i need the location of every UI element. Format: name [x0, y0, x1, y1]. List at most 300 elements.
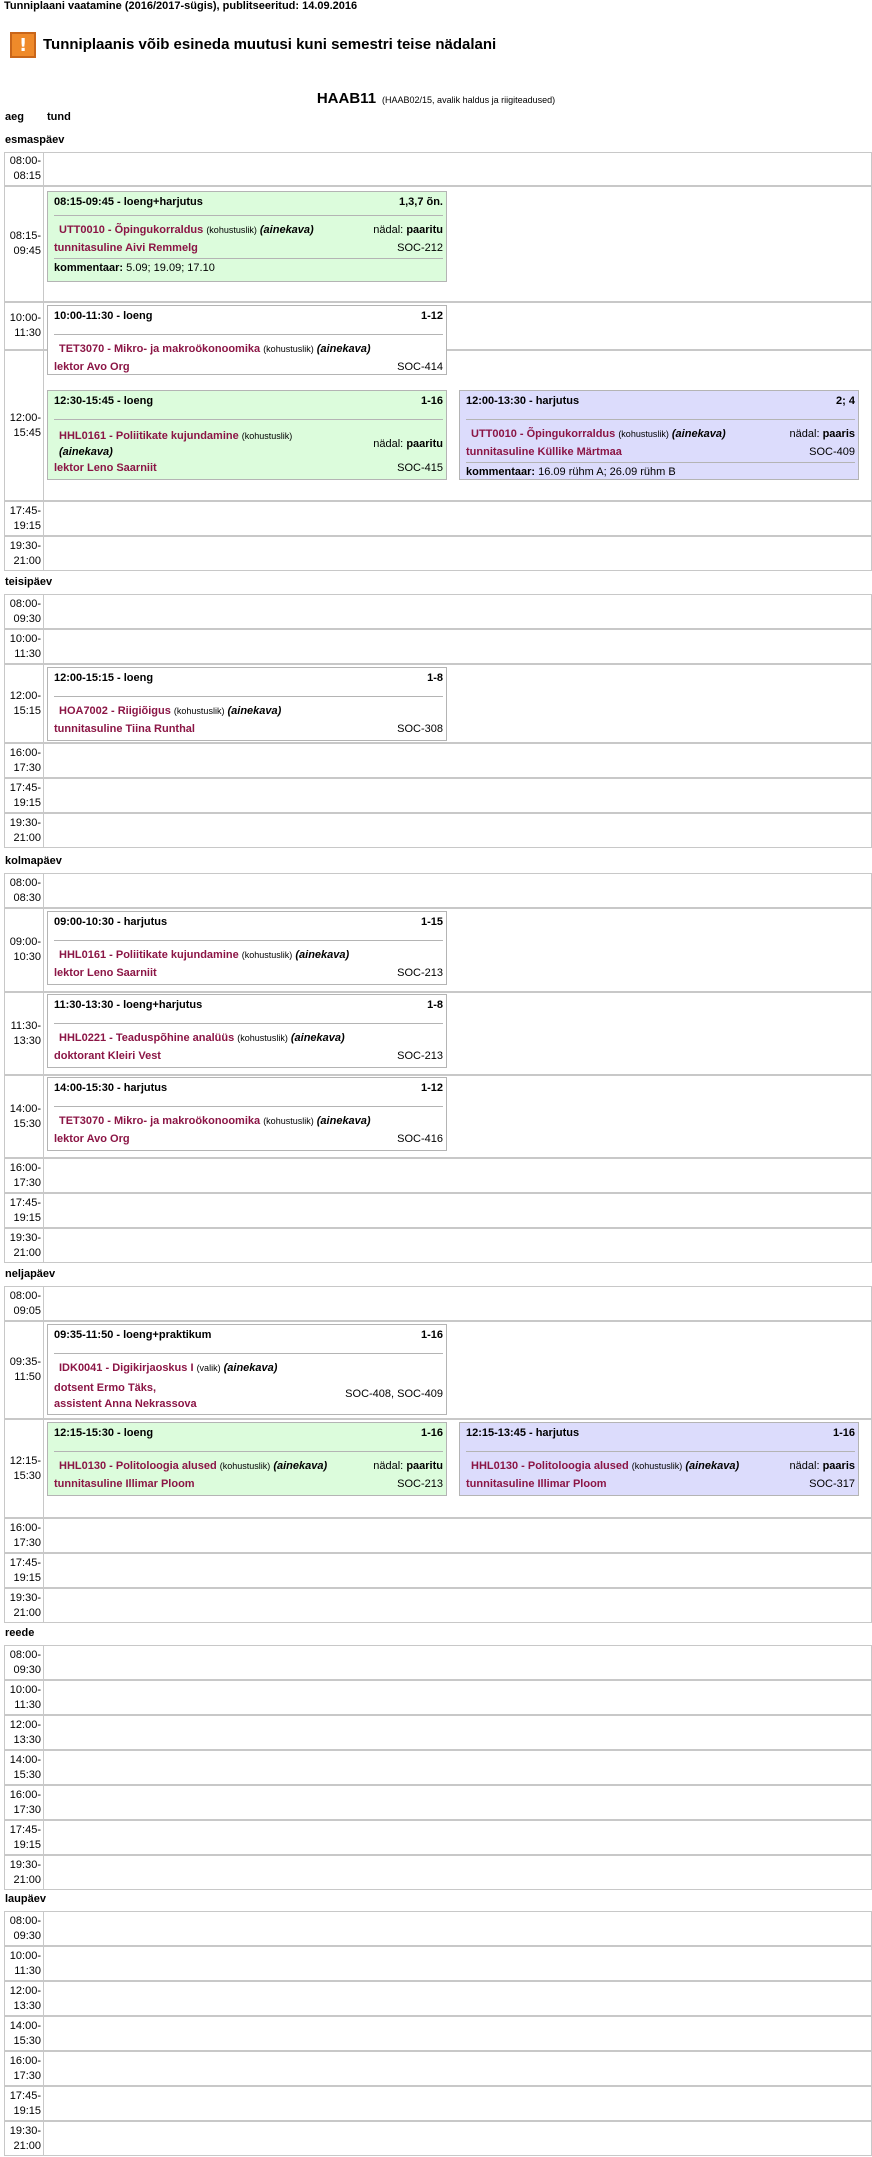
time-slot-row	[4, 2086, 872, 2121]
lesson-weeks: 1-8	[427, 999, 443, 1011]
course-link[interactable]: UTT0010 - Õpingukorraldus	[471, 428, 616, 440]
time-slot-row	[4, 1588, 872, 1623]
course-info	[54, 224, 314, 236]
group-code: HAAB11	[316, 90, 377, 107]
week-label: nädal:	[373, 438, 404, 450]
week-label: nädal:	[373, 1460, 404, 1472]
slot-end: 19:15	[13, 1838, 41, 1851]
lesson-time: 12:30-15:45 - loeng	[54, 395, 154, 407]
week-label: nädal:	[373, 224, 404, 236]
course-link[interactable]: TET3070 - Mikro- ja makroökonoomika	[59, 343, 261, 355]
syllabus-link[interactable]: (ainekava)	[59, 446, 113, 458]
room-label: SOC-213	[397, 1050, 443, 1062]
slot-end: 11:30	[14, 1964, 41, 1977]
slot-start: 12:00-	[9, 1984, 41, 1997]
time-cell	[5, 1856, 44, 1889]
lesson-card[interactable]	[47, 1422, 447, 1496]
slot-start: 17:45-	[9, 504, 41, 517]
lecturer-link[interactable]: tunnitasuline Illimar Ploom	[54, 1478, 195, 1490]
time-cell	[5, 1646, 44, 1679]
course-info	[54, 1032, 345, 1044]
lecturer-link[interactable]: assistent Anna Nekrassova	[54, 1398, 197, 1410]
room-label: SOC-416	[397, 1133, 443, 1145]
course-info	[54, 1115, 371, 1127]
room-label: SOC-409	[809, 446, 855, 458]
course-line	[54, 1023, 443, 1044]
lecturer-link[interactable]: doktorant Kleiri Vest	[54, 1050, 161, 1062]
slot-end: 13:30	[13, 1999, 41, 2012]
course-link[interactable]: HHL0130 - Politoloogia alused	[59, 1460, 217, 1472]
lesson-card[interactable]	[47, 305, 447, 375]
course-kind: (kohustuslik)	[173, 706, 225, 716]
lecturer-link[interactable]: lektor Avo Org	[54, 1133, 130, 1145]
slot-start: 10:00-	[9, 1683, 41, 1696]
slot-end: 09:30	[13, 1663, 41, 1676]
time-cell	[5, 153, 44, 185]
slot-end: 15:30	[13, 1768, 41, 1781]
time-cell	[5, 1982, 44, 2015]
course-link[interactable]: HHL0130 - Politoloogia alused	[471, 1460, 629, 1472]
course-line	[54, 696, 443, 717]
lesson-time: 09:35-11:50 - loeng+praktikum	[54, 1329, 212, 1341]
lesson-card[interactable]	[47, 191, 447, 282]
time-cell	[5, 1159, 44, 1192]
course-kind: (kohustuslik)	[237, 1033, 288, 1043]
time-slot-row	[4, 873, 872, 908]
lecturer-link[interactable]: dotsent Ermo Täks,	[54, 1382, 157, 1394]
slot-start: 12:00-	[9, 1718, 41, 1731]
lecturer-line	[466, 1478, 855, 1490]
time-cell	[5, 187, 44, 301]
slot-start: 12:15-	[9, 1454, 41, 1467]
lesson-card[interactable]	[47, 994, 447, 1068]
lesson-weeks: 1-12	[420, 1082, 443, 1094]
course-link[interactable]: HHL0161 - Poliitikate kujundamine	[59, 430, 239, 442]
lesson-time: 12:15-13:45 - harjutus	[466, 1427, 580, 1439]
course-kind: (kohustuslik)	[206, 225, 257, 235]
slot-end: 17:30	[13, 2069, 41, 2082]
lecturer-link[interactable]: lektor Avo Org	[54, 361, 130, 373]
slot-start: 14:00-	[9, 1753, 41, 1766]
lesson-header	[54, 916, 443, 928]
time-cell	[5, 665, 44, 742]
course-line	[54, 1106, 443, 1127]
lecturer-line	[54, 1133, 443, 1145]
slot-start: 16:00-	[9, 746, 41, 759]
course-info	[466, 428, 726, 440]
course-info	[54, 1362, 277, 1374]
lecturer-list	[54, 1380, 197, 1412]
lesson-card[interactable]	[459, 1422, 859, 1496]
time-slot-row	[4, 1518, 872, 1553]
slot-start: 08:00-	[9, 1648, 41, 1661]
time-cell	[5, 909, 44, 991]
time-slot-row	[4, 1750, 872, 1785]
lesson-header	[54, 395, 443, 407]
group-subtitle: (HAAB02/15, avalik haldus ja riigiteadused)	[382, 95, 556, 105]
time-cell	[5, 630, 44, 663]
time-slot-row	[4, 778, 872, 813]
lesson-time: 12:00-13:30 - harjutus	[466, 395, 580, 407]
week-type	[373, 1460, 443, 1472]
slot-end: 15:30	[13, 1117, 41, 1130]
slot-end: 21:00	[13, 554, 41, 567]
time-cell	[5, 1076, 44, 1157]
lesson-header	[54, 196, 443, 208]
day-label: reede	[5, 1627, 35, 1639]
room-label: SOC-414	[397, 361, 443, 373]
time-slot-row	[4, 1715, 872, 1750]
slot-end: 17:30	[13, 761, 41, 774]
slot-end: 15:30	[13, 1469, 41, 1482]
day-label: teisipäev	[5, 576, 53, 588]
syllabus-link[interactable]: (ainekava)	[685, 1460, 740, 1472]
comment-text: 16.09 rühm A; 26.09 rühm B	[538, 466, 676, 478]
course-kind: (kohustuslik)	[618, 429, 669, 439]
lecturer-link[interactable]: tunnitasuline Tiina Runthal	[54, 723, 195, 735]
time-slot-row	[4, 743, 872, 778]
time-cell	[5, 1322, 44, 1418]
course-line	[54, 1451, 443, 1472]
time-cell	[5, 1554, 44, 1587]
day-label: neljapäev	[5, 1268, 56, 1280]
lesson-card[interactable]	[47, 911, 447, 985]
slot-end: 13:30	[13, 1733, 41, 1746]
course-link[interactable]: HHL0221 - Teaduspõhine analüüs	[59, 1032, 235, 1044]
syllabus-link[interactable]: (ainekava)	[227, 705, 282, 717]
time-cell	[5, 2017, 44, 2050]
time-cell	[5, 874, 44, 907]
lecturer-link[interactable]: tunnitasuline Aivi Remmelg	[54, 242, 198, 254]
page-header: Tunniplaani vaatamine (2016/2017-sügis), publitseeritud: 14.09.2016	[4, 0, 358, 12]
time-cell	[5, 993, 44, 1074]
day-label: esmaspäev	[5, 134, 65, 146]
course-link[interactable]: IDK0041 - Digikirjaoskus I	[59, 1362, 194, 1374]
slot-end: 09:30	[13, 1929, 41, 1942]
time-cell	[5, 1589, 44, 1622]
course-line	[54, 334, 443, 355]
syllabus-link[interactable]: (ainekava)	[671, 428, 726, 440]
course-link[interactable]: UTT0010 - Õpingukorraldus	[59, 224, 204, 236]
course-link[interactable]: HOA7002 - Riigiõigus	[59, 705, 171, 717]
course-kind: (kohustuslik)	[241, 431, 293, 441]
lesson-weeks: 1-16	[832, 1427, 855, 1439]
course-info	[466, 1460, 739, 1472]
time-cell	[5, 814, 44, 847]
slot-start: 08:00-	[9, 1289, 41, 1302]
time-cell	[5, 502, 44, 535]
slot-end: 15:30	[13, 2034, 41, 2047]
time-slot-row	[4, 2051, 872, 2086]
slot-start: 16:00-	[9, 1788, 41, 1801]
column-header-lesson: tund	[47, 111, 71, 123]
lecturer-line	[466, 446, 855, 458]
slot-start: 08:15-	[9, 230, 41, 242]
lesson-header	[54, 672, 443, 684]
time-slot-row	[4, 1820, 872, 1855]
slot-start: 16:00-	[9, 2054, 41, 2067]
time-cell	[5, 1681, 44, 1714]
week-type	[790, 428, 855, 440]
slot-start: 10:00-	[9, 632, 41, 645]
time-slot-row	[4, 1553, 872, 1588]
time-cell	[5, 2052, 44, 2085]
time-cell	[5, 1786, 44, 1819]
syllabus-link[interactable]: (ainekava)	[290, 1032, 345, 1044]
slot-end: 11:30	[14, 647, 41, 660]
time-slot-row	[4, 1855, 872, 1890]
lesson-weeks: 1-16	[420, 1427, 443, 1439]
lesson-header	[466, 1427, 855, 1439]
course-kind: (kohustuslik)	[631, 1461, 683, 1471]
time-slot-row	[4, 1946, 872, 1981]
lesson-time: 10:00-11:30 - loeng	[54, 310, 153, 322]
slot-end: 21:00	[13, 2139, 41, 2152]
lesson-time: 12:00-15:15 - loeng	[54, 672, 154, 684]
slot-end: 21:00	[13, 831, 41, 844]
slot-end: 15:45	[13, 426, 41, 439]
lecturer-link[interactable]: lektor Leno Saarniit	[54, 967, 157, 979]
slot-start: 16:00-	[9, 1161, 41, 1174]
lesson-weeks: 1-15	[420, 916, 443, 928]
lecturer-line	[54, 1380, 443, 1412]
time-cell	[5, 537, 44, 570]
slot-end: 11:50	[14, 1371, 41, 1383]
lesson-time: 08:15-09:45 - loeng+harjutus	[54, 196, 203, 208]
lecturer-line	[54, 723, 443, 735]
lesson-header	[54, 999, 443, 1011]
slot-start: 19:30-	[9, 1231, 41, 1244]
syllabus-link[interactable]: (ainekava)	[295, 949, 350, 961]
time-cell	[5, 1229, 44, 1262]
slot-start: 09:35-	[9, 1356, 41, 1368]
syllabus-link[interactable]: (ainekava)	[223, 1362, 278, 1374]
course-info	[54, 1460, 327, 1472]
time-cell	[5, 779, 44, 812]
room-label: SOC-308	[397, 723, 443, 735]
week-type-value: paaritu	[406, 1460, 443, 1472]
time-cell	[5, 1821, 44, 1854]
week-type-value: paaritu	[406, 438, 443, 450]
slot-end: 11:30	[14, 1698, 41, 1711]
time-cell	[5, 1519, 44, 1552]
time-slot-row	[4, 813, 872, 848]
course-kind: (kohustuslik)	[219, 1461, 271, 1471]
time-slot-row	[4, 2016, 872, 2051]
lecturer-line	[54, 1050, 443, 1062]
lesson-card[interactable]	[47, 390, 447, 480]
slot-start: 17:45-	[9, 1196, 41, 1209]
lesson-card[interactable]	[459, 390, 859, 480]
course-info	[54, 949, 349, 961]
week-type-value: paaris	[822, 1460, 855, 1472]
slot-start: 19:30-	[9, 1591, 41, 1604]
week-type-value: paaris	[822, 428, 855, 440]
day-label: laupäev	[5, 1893, 46, 1905]
time-cell	[5, 2087, 44, 2120]
lesson-time: 12:15-15:30 - loeng	[54, 1427, 154, 1439]
slot-start: 17:45-	[9, 2089, 41, 2102]
slot-start: 14:00-	[9, 1102, 41, 1115]
time-slot-row	[4, 2121, 872, 2156]
lesson-card[interactable]	[47, 1324, 447, 1415]
time-slot-row	[4, 1228, 872, 1263]
lecturer-link[interactable]: tunnitasuline Illimar Ploom	[466, 1478, 607, 1490]
course-kind: (kohustuslik)	[263, 344, 314, 354]
time-cell	[5, 1947, 44, 1980]
time-slot-row	[4, 1680, 872, 1715]
room-label: SOC-213	[397, 1478, 443, 1490]
lesson-header	[54, 310, 443, 322]
course-kind: (valik)	[196, 1363, 221, 1373]
slot-start: 17:45-	[9, 1556, 41, 1569]
page-title	[0, 90, 872, 107]
time-cell	[5, 1420, 44, 1517]
course-info	[54, 343, 371, 355]
time-slot-row	[4, 1193, 872, 1228]
room-label: SOC-213	[397, 967, 443, 979]
slot-end: 15:15	[13, 704, 41, 717]
slot-start: 09:00-	[9, 936, 41, 948]
slot-start: 19:30-	[9, 816, 41, 829]
time-slot-row	[4, 1645, 872, 1680]
slot-end: 13:30	[13, 1034, 41, 1047]
lecturer-link[interactable]: lektor Leno Saarniit	[54, 462, 157, 474]
slot-start: 17:45-	[9, 781, 41, 794]
time-slot-row	[4, 1911, 872, 1946]
course-line	[54, 1353, 443, 1374]
slot-end: 10:30	[13, 951, 41, 963]
slot-end: 09:45	[13, 245, 41, 257]
time-cell	[5, 1716, 44, 1749]
time-cell	[5, 2122, 44, 2155]
time-cell	[5, 351, 44, 500]
course-kind: (kohustuslik)	[263, 1116, 314, 1126]
week-type	[373, 438, 443, 450]
room-label: SOC-317	[809, 1478, 855, 1490]
lecturer-line	[54, 361, 443, 373]
comment-label: kommentaar:	[466, 466, 536, 478]
lecturer-line	[54, 462, 443, 474]
course-line	[54, 419, 443, 460]
room-label: SOC-212	[397, 242, 443, 254]
slot-end: 17:30	[13, 1176, 41, 1189]
lesson-card[interactable]	[47, 1077, 447, 1151]
slot-end: 19:15	[13, 519, 41, 532]
time-slot-row	[4, 501, 872, 536]
slot-start: 12:00-	[9, 411, 41, 424]
time-cell	[5, 744, 44, 777]
course-link[interactable]: HHL0161 - Poliitikate kujundamine	[59, 949, 239, 961]
syllabus-link[interactable]: (ainekava)	[316, 343, 371, 355]
syllabus-link[interactable]: (ainekava)	[273, 1460, 328, 1472]
exclamation-icon: !	[10, 32, 36, 58]
slot-start: 10:00-	[9, 1949, 41, 1962]
slot-end: 17:30	[13, 1536, 41, 1549]
slot-start: 08:00-	[9, 876, 41, 889]
time-cell	[5, 1912, 44, 1945]
week-type-value: paaritu	[406, 224, 443, 236]
syllabus-link[interactable]: (ainekava)	[259, 224, 314, 236]
slot-end: 08:15	[13, 170, 41, 182]
lesson-time: 11:30-13:30 - loeng+harjutus	[54, 999, 203, 1011]
week-type	[790, 1460, 855, 1472]
time-cell	[5, 595, 44, 628]
slot-start: 08:00-	[9, 597, 41, 610]
time-slot-row	[4, 1785, 872, 1820]
slot-start: 17:45-	[9, 1823, 41, 1836]
syllabus-link[interactable]: (ainekava)	[316, 1115, 371, 1127]
time-cell	[5, 1194, 44, 1227]
lesson-card[interactable]	[47, 667, 447, 741]
day-label: kolmapäev	[5, 855, 62, 867]
slot-end: 19:15	[13, 796, 41, 809]
course-line	[466, 1451, 855, 1472]
lesson-header	[54, 1427, 443, 1439]
slot-start: 08:00-	[9, 155, 41, 167]
lesson-header	[466, 395, 855, 407]
room-label: SOC-415	[397, 462, 443, 474]
course-kind: (kohustuslik)	[241, 950, 293, 960]
comment-line	[466, 462, 855, 478]
slot-start: 16:00-	[9, 1521, 41, 1534]
slot-start: 12:00-	[9, 689, 41, 702]
slot-end: 19:15	[13, 1571, 41, 1584]
lesson-weeks: 2; 4	[836, 395, 855, 407]
slot-end: 21:00	[13, 1606, 41, 1619]
slot-end: 11:30	[14, 327, 41, 339]
slot-start: 19:30-	[9, 539, 41, 552]
time-slot-row	[4, 536, 872, 571]
slot-end: 09:05	[13, 1304, 41, 1317]
time-slot-row	[4, 1981, 872, 2016]
time-slot-row	[4, 152, 872, 186]
column-header-time: aeg	[5, 111, 24, 123]
time-slot-row	[4, 1286, 872, 1321]
week-label: nädal:	[789, 428, 820, 440]
time-cell	[5, 303, 44, 349]
comment-label: kommentaar:	[54, 262, 124, 274]
week-label: nädal:	[789, 1460, 820, 1472]
lesson-time: 09:00-10:30 - harjutus	[54, 916, 168, 928]
lesson-time: 14:00-15:30 - harjutus	[54, 1082, 168, 1094]
course-info	[54, 705, 281, 717]
course-line	[54, 940, 443, 961]
slot-start: 10:00-	[9, 312, 41, 324]
lesson-header	[54, 1082, 443, 1094]
course-info	[54, 428, 309, 460]
slot-start: 19:30-	[9, 2124, 41, 2137]
time-slot-row	[4, 629, 872, 664]
lesson-weeks: 1-16	[420, 395, 443, 407]
slot-start: 14:00-	[9, 2019, 41, 2032]
time-slot-row	[4, 594, 872, 629]
lecturer-link[interactable]: tunnitasuline Küllike Märtmaa	[466, 446, 622, 458]
room-label: SOC-408, SOC-409	[345, 1388, 443, 1400]
slot-end: 19:15	[13, 1211, 41, 1224]
lecturer-line	[54, 967, 443, 979]
lesson-weeks: 1-16	[420, 1329, 443, 1341]
slot-end: 21:00	[13, 1873, 41, 1886]
slot-end: 21:00	[13, 1246, 41, 1259]
slot-start: 08:00-	[9, 1914, 41, 1927]
comment-text: 5.09; 19.09; 17.10	[126, 262, 215, 274]
time-cell	[5, 1287, 44, 1320]
course-link[interactable]: TET3070 - Mikro- ja makroökonoomika	[59, 1115, 261, 1127]
time-cell	[5, 1751, 44, 1784]
lesson-header	[54, 1329, 443, 1341]
course-line	[466, 419, 855, 440]
